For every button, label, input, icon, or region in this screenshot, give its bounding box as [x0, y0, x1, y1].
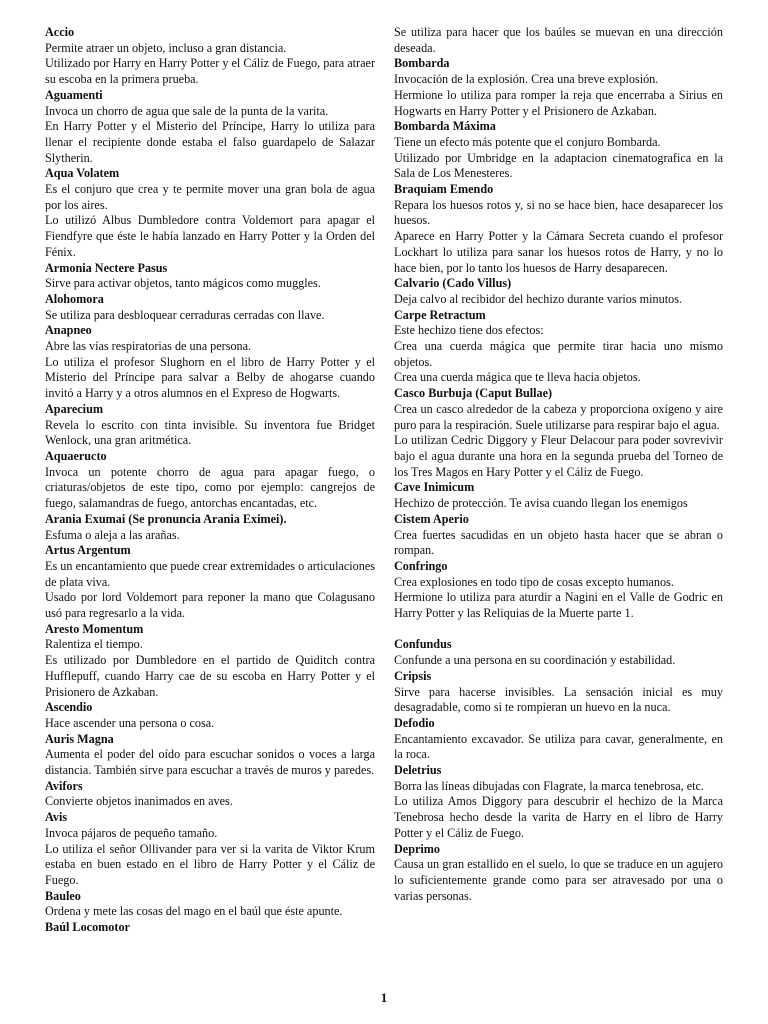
spell-description: Lo utilizan Cedric Diggory y Fleur Delacour para poder sovrevivir bajo el agua durante una hora en la segunda prueba del Torneo de los Tres Magos en Hary Potter y el Cáliz de Fuego.	[394, 433, 723, 479]
spell-name: Deletrius	[394, 763, 442, 778]
spell-name: Bombarda	[394, 56, 450, 71]
spell-description: Sirve para activar objetos, tanto mágicos como muggles.	[45, 276, 321, 291]
spell-description: Hechizo de protección. Te avisa cuando llegan los enemigos	[394, 496, 688, 511]
spell-entry-armonia-nectere-pasus	[45, 261, 375, 292]
spell-name: Auris Magna	[45, 731, 114, 746]
spell-entry-aparecium	[45, 402, 375, 449]
spell-entry-aquaeructo	[45, 449, 375, 512]
spell-description: Repara los huesos rotos y, si no se hace bien, hace desaparecer los huesos.	[394, 197, 723, 228]
spell-description: Utilizado por Umbridge en la adaptacion cinematografica en la Sala de Los Menesteres.	[394, 150, 723, 181]
spell-description: Crea un casco alrededor de la cabeza y proporciona oxígeno y aire puro para la respiración. Suele utilizarse para respirar bajo el agua.	[394, 401, 723, 432]
spell-description: Ralentiza el tiempo.	[45, 637, 143, 652]
spell-entry-carpe-retractum	[394, 308, 723, 387]
spell-entry-baul-locomotor	[45, 920, 375, 936]
spell-name: Anapneo	[45, 323, 92, 338]
spell-entry-avis	[45, 810, 375, 889]
spell-description: Causa un gran estallido en el suelo, lo que se traduce en un agujero lo suficientemente grande como para ser atravesado por una o varias personas.	[394, 857, 723, 903]
spell-description: Invoca un chorro de agua que sale de la punta de la varita.	[45, 103, 329, 118]
spell-description: Confunde a una persona en su coordinación y estabilidad.	[394, 653, 676, 668]
spell-description: Lo utiliza Amos Diggory para descubrir el hechizo de la Marca Tenebrosa hecho desde la varita de Harry en el libro de Harry Potter y el Cáliz de Fuego.	[394, 794, 723, 840]
right-column	[394, 25, 723, 904]
spell-entry-continuation	[394, 25, 723, 56]
spell-description: Borra las líneas dibujadas con Flagrate, la marca tenebrosa, etc.	[394, 778, 704, 793]
spell-description: Invoca un potente chorro de agua para apagar fuego, o criaturas/objetos de este tipo, como por ejemplo: cangrejos de fuego, salamandras de fuego, antorchas encantadas, etc.	[45, 464, 375, 511]
spell-name: Cripsis	[394, 668, 432, 683]
spell-name: Defodio	[394, 715, 435, 730]
spell-entry-calvario-cado-villus	[394, 276, 723, 307]
spell-name: Bauleo	[45, 888, 81, 903]
spell-description: Hace ascender una persona o cosa.	[45, 715, 215, 730]
spell-entry-artus-argentum	[45, 543, 375, 622]
spell-entry-confringo	[394, 559, 723, 622]
spell-description: Crea una cuerda mágica que permite tirar hacia uno mismo objetos.	[394, 339, 723, 369]
spell-description: Aparece en Harry Potter y la Cámara Secreta cuando el profesor Lockhart lo utiliza para sanar los huesos rotos de Harry, y no lo hace bien, por lo tanto los huesos de Harry desaparecen.	[394, 229, 723, 275]
spell-description: Ordena y mete las cosas del mago en el baúl que éste apunte.	[45, 904, 343, 919]
spell-name: Cistem Aperio	[394, 511, 469, 526]
spell-description: Abre las vías respiratorias de una persona.	[45, 339, 252, 354]
spell-name: Alohomora	[45, 291, 104, 306]
spell-description: Lo utilizó Albus Dumbledore contra Voldemort para apagar el Fiendfyre que éste le había lanzado en Harry Potter y la Orden del Fénix.	[45, 213, 375, 259]
spell-name: Aquaeructo	[45, 448, 107, 463]
spell-name: Bombarda Máxima	[394, 119, 496, 134]
page-number: 1	[380, 990, 388, 1005]
spell-name: Aguamenti	[45, 87, 103, 102]
spell-name: Artus Argentum	[45, 543, 131, 558]
spell-description: Revela lo escrito con tinta invisible. Su inventora fue Bridget Wenlock, una gran aritmética.	[45, 417, 375, 448]
spell-description: Deja calvo al recibidor del hechizo durante varios minutos.	[394, 291, 682, 306]
spell-entry-anapneo	[45, 323, 375, 402]
spell-name: Aqua Volatem	[45, 166, 120, 181]
spell-entry-cripsis	[394, 669, 723, 716]
spell-description: Es el conjuro que crea y te permite mover una gran bola de agua por los aires.	[45, 182, 375, 212]
spell-description: Se utiliza para desbloquear cerraduras cerradas con llave.	[45, 307, 325, 322]
spell-description: Tiene un efecto más potente que el conjuro Bombarda.	[394, 134, 661, 149]
spell-entry-alohomora	[45, 292, 375, 323]
spell-entry-arania-exumai-se-pronuncia-arania-eximei	[45, 512, 375, 543]
spell-description: Sirve para hacerse invisibles. La sensación inicial es muy desagradable, como si te rompieran un huevo en la nuca.	[394, 684, 723, 715]
spell-name: Deprimo	[394, 841, 441, 856]
spell-name: Baúl Locomotor	[45, 920, 130, 935]
spell-entry-ascendio	[45, 700, 375, 731]
blank-line	[394, 622, 723, 638]
spell-entry-cave-inimicum	[394, 480, 723, 511]
spell-name: Avis	[45, 810, 68, 825]
spell-description: Este hechizo tiene dos efectos:	[394, 323, 544, 338]
spell-entry-cistem-aperio	[394, 512, 723, 559]
spell-description: Lo utiliza el profesor Slughorn en el libro de Harry Potter y el Misterio del Príncipe para salvar a Belby de ahogarse cuando invitó a Harry y a otros alumnos en el Expreso de Hogwarts.	[45, 354, 375, 401]
spell-description: Crea una cuerda mágica que te lleva hacia objetos.	[394, 370, 641, 385]
spell-description: Es un encantamiento que puede crear extremidades o articulaciones de plata viva.	[45, 558, 375, 589]
spell-description: Hermione lo utiliza para romper la reja que encerraba a Sirius en Hogwarts en Harry Potter y el Prisionero de Azkaban.	[394, 87, 723, 118]
spell-name: Aparecium	[45, 401, 103, 416]
spell-description: Crea fuertes sacudidas en un objeto hasta hacer que se abran o rompan.	[394, 527, 723, 558]
spell-description: Es utilizado por Dumbledore en el partido de Quiditch contra Hufflepuff, cuando Harry cae de su escoba en Harry Potter y el Prisionero de Azkaban.	[45, 653, 375, 699]
spell-name: Ascendio	[45, 700, 93, 715]
spell-entry-defodio	[394, 716, 723, 763]
spell-name: Casco Burbuja (Caput Bullae)	[394, 386, 553, 401]
spell-description: En Harry Potter y el Misterio del Príncipe, Harry lo utiliza para llenar el recipiente donde estaba el falso guardapelo de Salazar Slytherin.	[45, 119, 375, 165]
spell-entry-casco-burbuja-caput-bullae	[394, 386, 723, 480]
spell-description: Invocación de la explosión. Crea una breve explosión.	[394, 72, 659, 87]
spell-entry-deletrius	[394, 763, 723, 842]
spell-entry-auris-magna	[45, 732, 375, 779]
spell-entry-accio	[45, 25, 375, 88]
spell-description: Encantamiento excavador. Se utiliza para cavar, generalmente, en la roca.	[394, 731, 723, 762]
spell-entry-avifors	[45, 779, 375, 810]
spell-name: Braquiam Emendo	[394, 182, 494, 197]
spell-entry-braquiam-emendo	[394, 182, 723, 276]
spell-entry-bauleo	[45, 889, 375, 920]
left-column	[45, 25, 375, 936]
spell-name: Accio	[45, 25, 75, 39]
spell-name: Carpe Retractum	[394, 307, 486, 322]
spell-name: Avifors	[45, 778, 83, 793]
spell-description: Utilizado por Harry en Harry Potter y el Cáliz de Fuego, para atraer su escoba en la primera prueba.	[45, 56, 375, 87]
spell-entry-aqua-volatem	[45, 166, 375, 260]
spell-name: Confundus	[394, 637, 452, 652]
spell-name: Armonia Nectere Pasus	[45, 260, 168, 275]
spell-entry-deprimo	[394, 842, 723, 905]
spell-description: Aumenta el poder del oído para escuchar sonidos o voces a larga distancia. También sirve para escuchar a través de muros y paredes.	[45, 747, 375, 778]
spell-entry-bombarda	[394, 56, 723, 119]
spell-entry-aresto-momentum	[45, 622, 375, 701]
spell-entry-bombarda-maxima	[394, 119, 723, 182]
spell-description: Convierte objetos inanimados en aves.	[45, 794, 233, 809]
spell-description: Invoca pájaros de pequeño tamaño.	[45, 825, 218, 840]
spell-description: Lo utiliza el señor Ollivander para ver si la varita de Viktor Krum estaba en buen estado en el libro de Harry Potter y el Cáliz de Fuego.	[45, 841, 375, 887]
spell-entry-confundus	[394, 622, 723, 669]
spell-description: Crea explosiones en todo tipo de cosas excepto humanos.	[394, 574, 674, 589]
spell-description: Hermione lo utiliza para aturdir a Nagini en el Valle de Godric en Harry Potter y las Reliquias de la Muerte parte 1.	[394, 590, 723, 621]
spell-name: Calvario (Cado Villus)	[394, 276, 512, 291]
spell-description: Se utiliza para hacer que los baúles se muevan en una dirección deseada.	[394, 25, 723, 55]
spell-description: Permite atraer un objeto, incluso a gran distancia.	[45, 40, 287, 55]
spell-name: Aresto Momentum	[45, 621, 144, 636]
spell-entry-aguamenti	[45, 88, 375, 167]
spell-name: Arania Exumai (Se pronuncia Arania Eximei).	[45, 511, 287, 526]
spell-name: Cave Inimicum	[394, 480, 475, 495]
spell-description: Esfuma o aleja a las arañas.	[45, 527, 180, 542]
spell-name: Confringo	[394, 558, 448, 573]
spell-description: Usado por lord Voldemort para reponer la mano que Colagusano usó para regresarlo a la vida.	[45, 590, 375, 621]
